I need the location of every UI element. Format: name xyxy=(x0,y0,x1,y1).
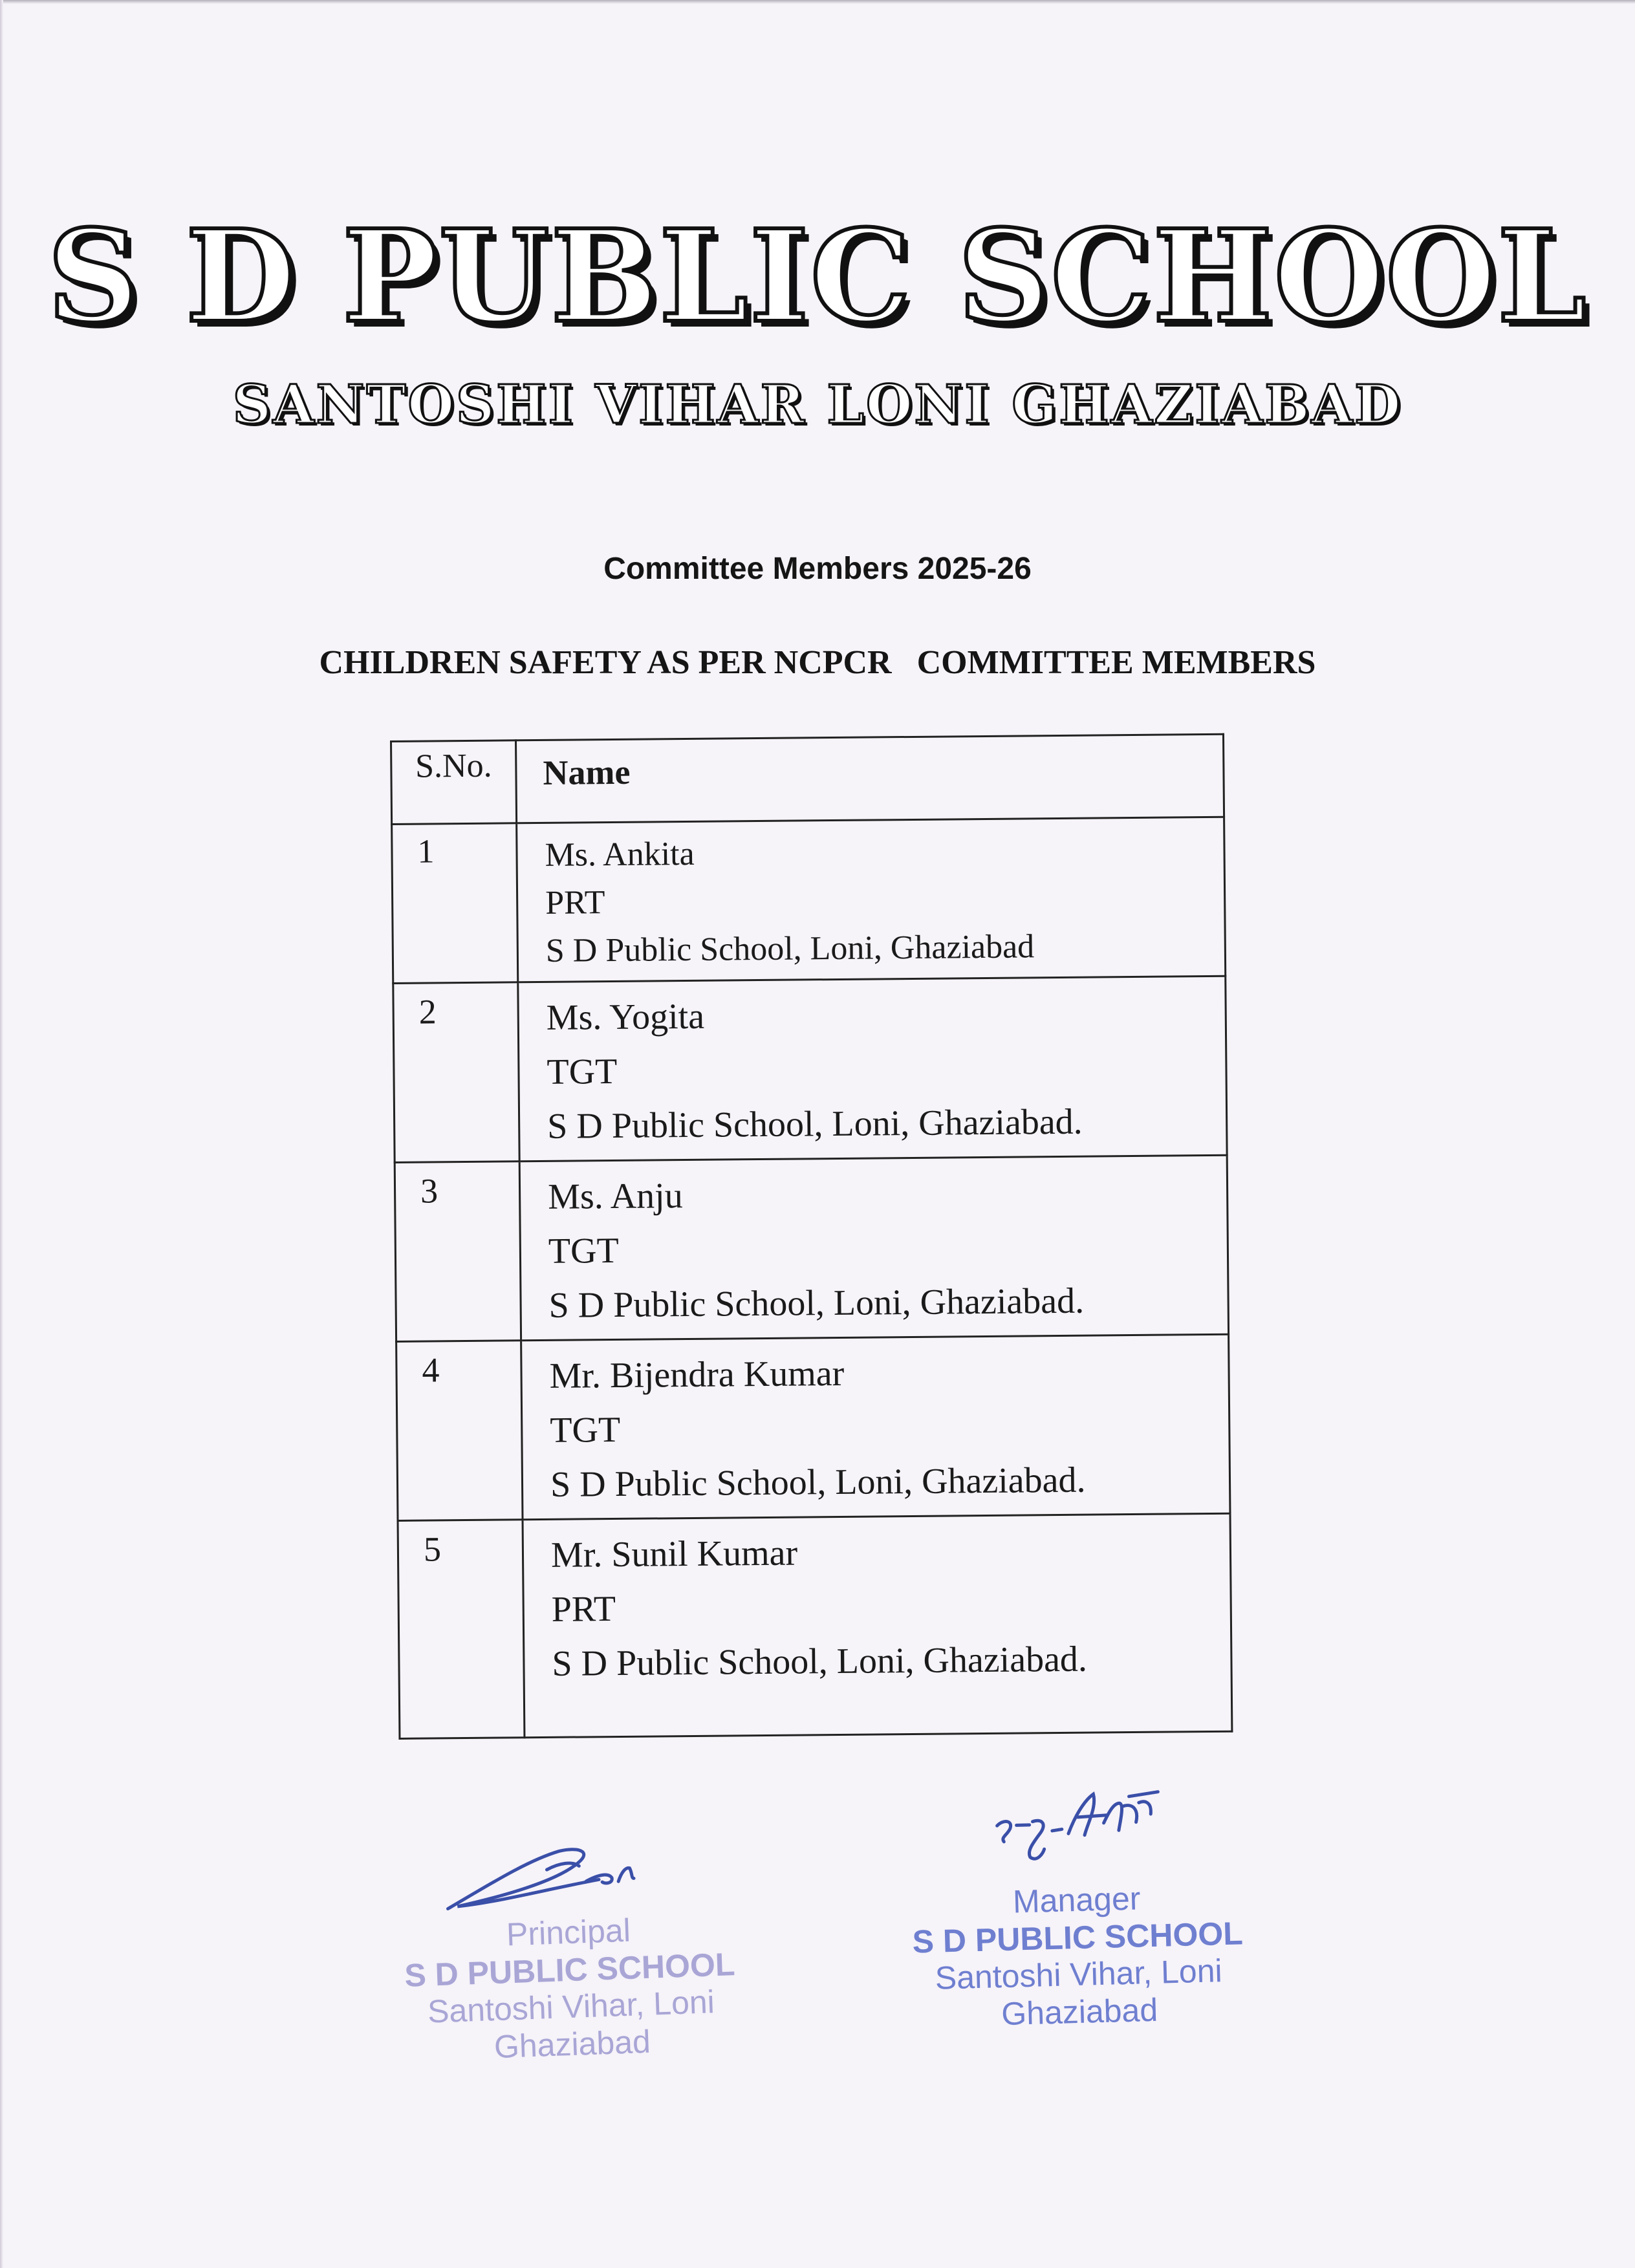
member-school: S D Public School, Loni, Ghaziabad. xyxy=(550,1460,1086,1506)
committee-title-heading: CHILDREN SAFETY AS PER NCPCR COMMITTEE MEMBERS xyxy=(319,644,1316,681)
stamp-school: S D PUBLIC SCHOOL xyxy=(404,1945,736,1994)
member-details xyxy=(523,1514,1232,1738)
member-name: Mr. Bijendra Kumar xyxy=(549,1354,845,1397)
table-row xyxy=(392,817,1226,984)
member-school: S D Public School, Loni, Ghaziabad. xyxy=(548,1281,1085,1326)
committee-year-heading: Committee Members 2025-26 xyxy=(603,552,1032,586)
school-address-heading: SANTOSHI VIHAR LONI GHAZIABAD xyxy=(232,374,1403,436)
stamp-title: Principal xyxy=(506,1912,631,1953)
manager-signature xyxy=(873,1780,1277,1887)
table-row xyxy=(393,977,1227,1163)
serial-number: 2 xyxy=(393,982,519,1163)
principal-signature xyxy=(384,1837,748,1920)
table-row xyxy=(398,1514,1232,1739)
principal-stamp xyxy=(384,1837,754,2069)
manager-stamp xyxy=(873,1780,1281,2036)
serial-number: 3 xyxy=(395,1161,521,1342)
stamp-title: Manager xyxy=(1012,1880,1142,1920)
member-name: Ms. Anju xyxy=(547,1176,683,1218)
member-designation: PRT xyxy=(545,883,605,922)
stamp-school: S D PUBLIC SCHOOL xyxy=(911,1914,1244,1960)
member-details xyxy=(519,1156,1228,1341)
stamp-locality: Santoshi Vihar, Loni xyxy=(935,1952,1223,1996)
school-name-heading: S D PUBLIC SCHOOL xyxy=(47,202,1588,351)
serial-number: 4 xyxy=(396,1341,523,1521)
stamp-city: Ghaziabad xyxy=(1001,1991,1158,2032)
page-edge xyxy=(0,0,1635,4)
member-details xyxy=(521,1335,1230,1520)
table-row xyxy=(396,1335,1230,1521)
member-designation: TGT xyxy=(547,1052,618,1093)
members-table xyxy=(390,733,1233,1740)
member-designation: PRT xyxy=(551,1589,616,1630)
serial-number: 1 xyxy=(392,823,518,984)
stamp-city: Ghaziabad xyxy=(493,2023,651,2065)
member-school: S D Public School, Loni, Ghaziabad. xyxy=(547,1102,1083,1147)
stamp-locality: Santoshi Vihar, Loni xyxy=(427,1983,715,2030)
member-name: Mr. Sunil Kumar xyxy=(550,1533,798,1576)
serial-number: 5 xyxy=(398,1520,525,1739)
table-row xyxy=(395,1156,1228,1342)
member-designation: TGT xyxy=(548,1231,620,1272)
member-name: Ms. Yogita xyxy=(546,997,705,1039)
sno-column-header: S.No. xyxy=(391,740,517,825)
member-school: S D Public School, Loni, Ghaziabad. xyxy=(552,1639,1088,1685)
name-column-header: Name xyxy=(516,734,1224,823)
member-designation: TGT xyxy=(550,1410,621,1451)
member-school: S D Public School, Loni, Ghaziabad xyxy=(545,927,1035,969)
table-header-row xyxy=(391,734,1224,824)
member-name: Ms. Ankita xyxy=(545,835,695,874)
member-details xyxy=(517,817,1226,982)
member-details xyxy=(518,977,1227,1162)
page-edge-left xyxy=(0,0,3,2268)
